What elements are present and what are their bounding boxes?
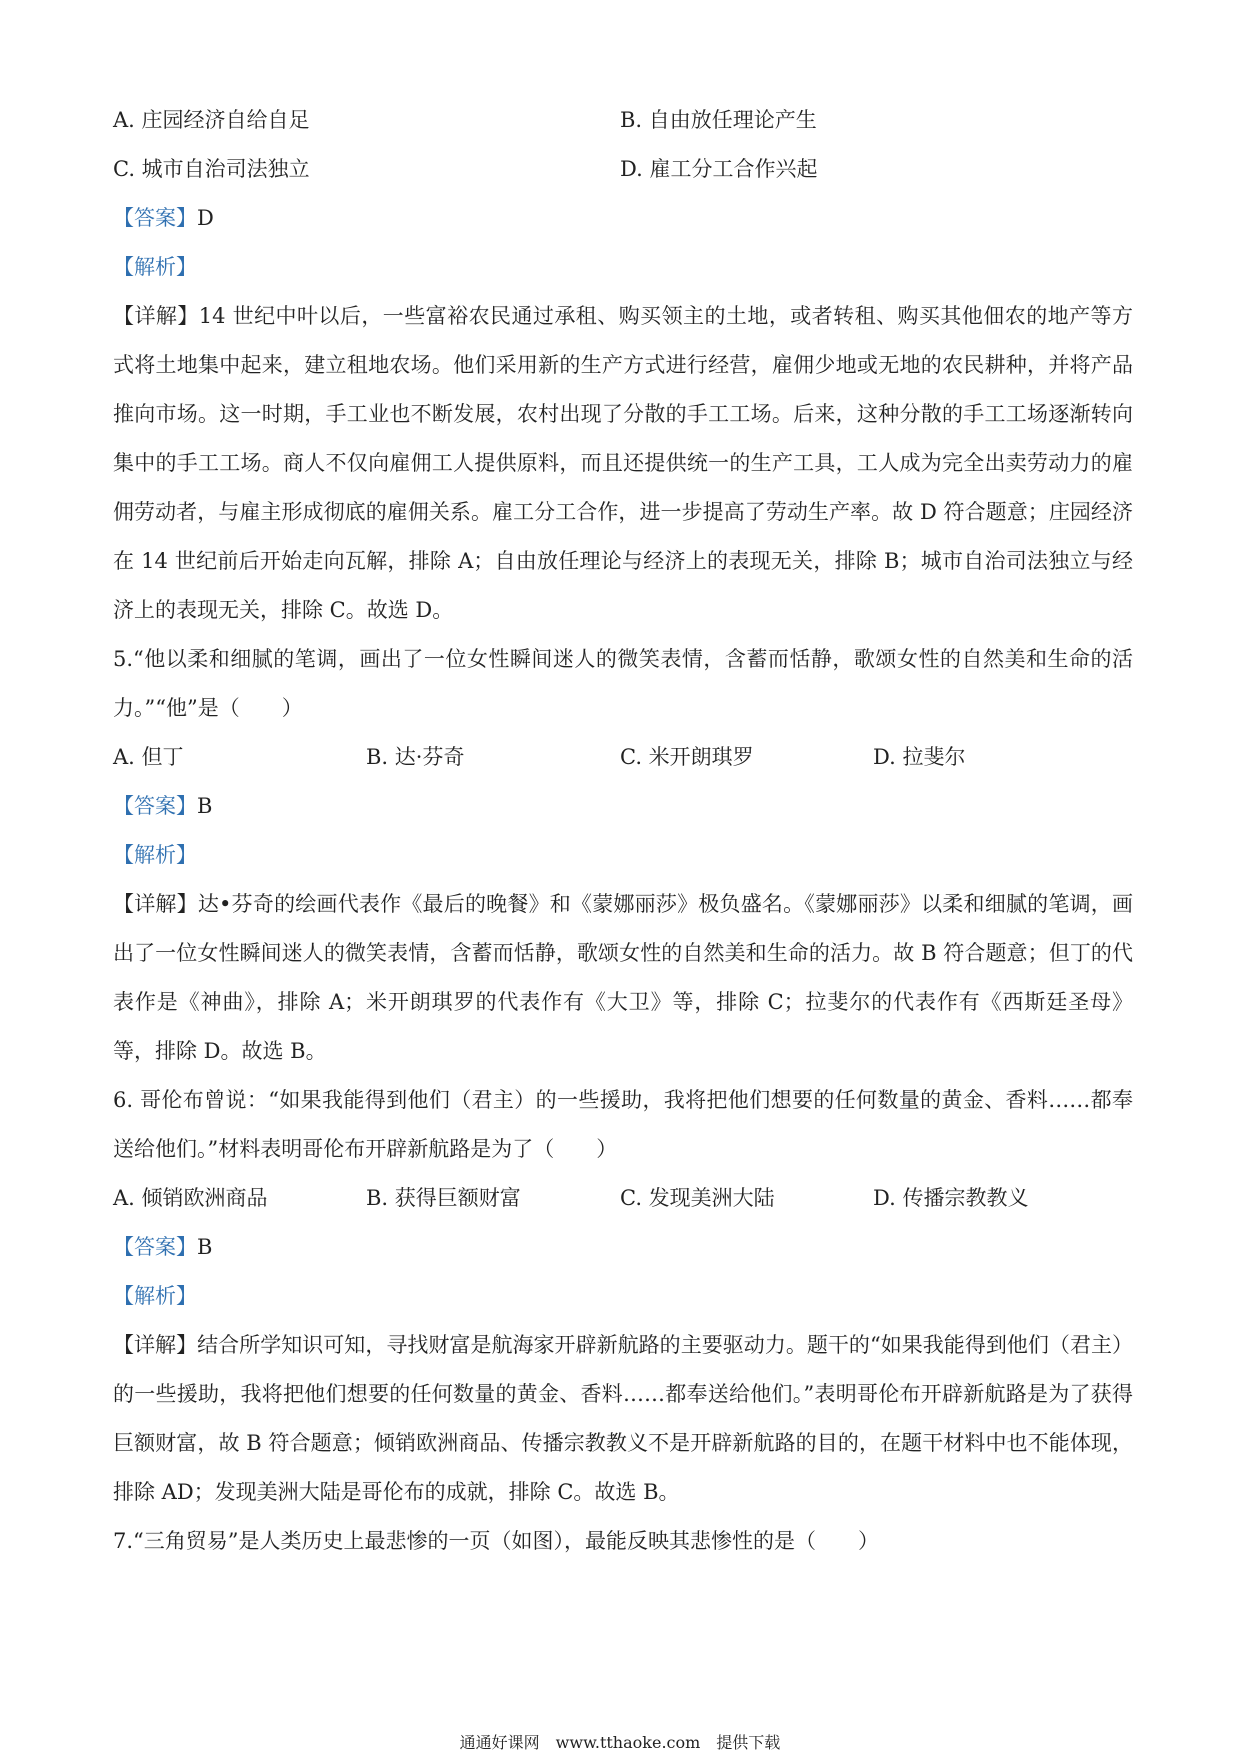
detail-label: 【详解】 [113, 892, 198, 916]
analysis-label: 【解析】 [113, 255, 197, 279]
q4-options-row-1 [113, 96, 1133, 145]
document-page [113, 96, 1133, 1566]
q5-option-c: C. 米开朗琪罗 [620, 745, 754, 769]
q4-option-a: A. 庄园经济自给自足 [113, 108, 310, 132]
analysis-label: 【解析】 [113, 1284, 197, 1308]
answer-value: D [197, 206, 214, 230]
q6-option-b: B. 获得巨额财富 [366, 1186, 521, 1210]
q5-stem: 5.“他以柔和细腻的笔调，画出了一位女性瞬间迷人的微笑表情，含蓄而恬静，歌颂女性的自然美和生命的活力。”“他”是（ ） [113, 647, 1133, 720]
q5-options-row [113, 733, 1133, 782]
q5-detail [113, 880, 1133, 1076]
q4-answer [113, 194, 1133, 243]
q6-option-d: D. 传播宗教教义 [873, 1186, 1029, 1210]
q6-answer [113, 1223, 1133, 1272]
q5-answer [113, 782, 1133, 831]
q6-option-a: A. 倾销欧洲商品 [113, 1186, 268, 1210]
q4-option-c: C. 城市自治司法独立 [113, 157, 310, 181]
q4-detail [113, 292, 1133, 635]
q4-analysis [113, 243, 1133, 292]
detail-label: 【详解】 [113, 304, 199, 328]
q6-options-row [113, 1174, 1133, 1223]
q4-option-b: B. 自由放任理论产生 [620, 108, 817, 132]
answer-label: 【答案】 [113, 1235, 197, 1259]
detail-text: 14 世纪中叶以后，一些富裕农民通过承租、购买领主的土地，或者转租、购买其他佃农的地产等方式将土地集中起来，建立租地农场。他们采用新的生产方式进行经营，雇佣少地或无地的农民耕种，并将产品推向市场。这一时期，手工业也不断发展，农村出现了分散的手工工场。后来，这种分散的手工工场逐渐转向集中的手工工场。商人不仅向雇佣工人提供原料，而且还提供统一的生产工具，工人成为完全出卖劳动力的雇佣劳动者，与雇主形成彻底的雇佣关系。雇工分工合作，进一步提高了劳动生产率。故 D 符合题意；庄园经济在 14 世纪前后开始走向瓦解，排除 A；自由放任理论与经济上的表现无关，排除 B；城市自治司法独立与经济上的表现无关，排除 C。故选 D。 [113, 304, 1133, 622]
answer-value: B [197, 1235, 213, 1259]
q5-option-a: A. 但丁 [113, 745, 184, 769]
q5-analysis [113, 831, 1133, 880]
analysis-label: 【解析】 [113, 843, 197, 867]
q5-option-b: B. 达·芬奇 [366, 745, 465, 769]
detail-text: 结合所学知识可知，寻找财富是航海家开辟新航路的主要驱动力。题干的“如果我能得到他们（君主）的一些援助，我将把他们想要的任何数量的黄金、香料……都奉送给他们。”表明哥伦布开辟新航路是为了获得巨额财富，故 B 符合题意；倾销欧洲商品、传播宗教教义不是开辟新航路的目的，在题干材料中也不能体现，排除 AD；发现美洲大陆是哥伦布的成就，排除 C。故选 B。 [113, 1333, 1134, 1504]
q6-option-c: C. 发现美洲大陆 [620, 1186, 775, 1210]
q7-stem: 7.“三角贸易”是人类历史上最悲惨的一页（如图），最能反映其悲惨性的是（ ） [113, 1529, 880, 1553]
q4-options-row-2 [113, 145, 1133, 194]
q6-analysis [113, 1272, 1133, 1321]
answer-label: 【答案】 [113, 206, 197, 230]
q5-option-d: D. 拉斐尔 [873, 745, 966, 769]
detail-text: 达•芬奇的绘画代表作《最后的晚餐》和《蒙娜丽莎》极负盛名。《蒙娜丽莎》以柔和细腻的笔调，画出了一位女性瞬间迷人的微笑表情，含蓄而恬静，歌颂女性的自然美和生命的活力。故 B 符合题意；但丁的代表作是《神曲》，排除 A；米开朗琪罗的代表作有《大卫》等，排除 C；拉斐尔的代表作有《西斯廷圣母》等，排除 D。故选 B。 [113, 892, 1133, 1063]
page-footer: 通通好课网 www.tthaoke.com 提供下载 [459, 1733, 781, 1752]
q4-option-d: D. 雇工分工合作兴起 [620, 157, 818, 181]
q6-detail [113, 1321, 1133, 1517]
q6-stem: 6. 哥伦布曾说：“如果我能得到他们（君主）的一些援助，我将把他们想要的任何数量的黄金、香料……都奉送给他们。”材料表明哥伦布开辟新航路是为了（ ） [113, 1088, 1133, 1161]
answer-value: B [197, 794, 213, 818]
answer-label: 【答案】 [113, 794, 197, 818]
detail-label: 【详解】 [113, 1333, 198, 1357]
